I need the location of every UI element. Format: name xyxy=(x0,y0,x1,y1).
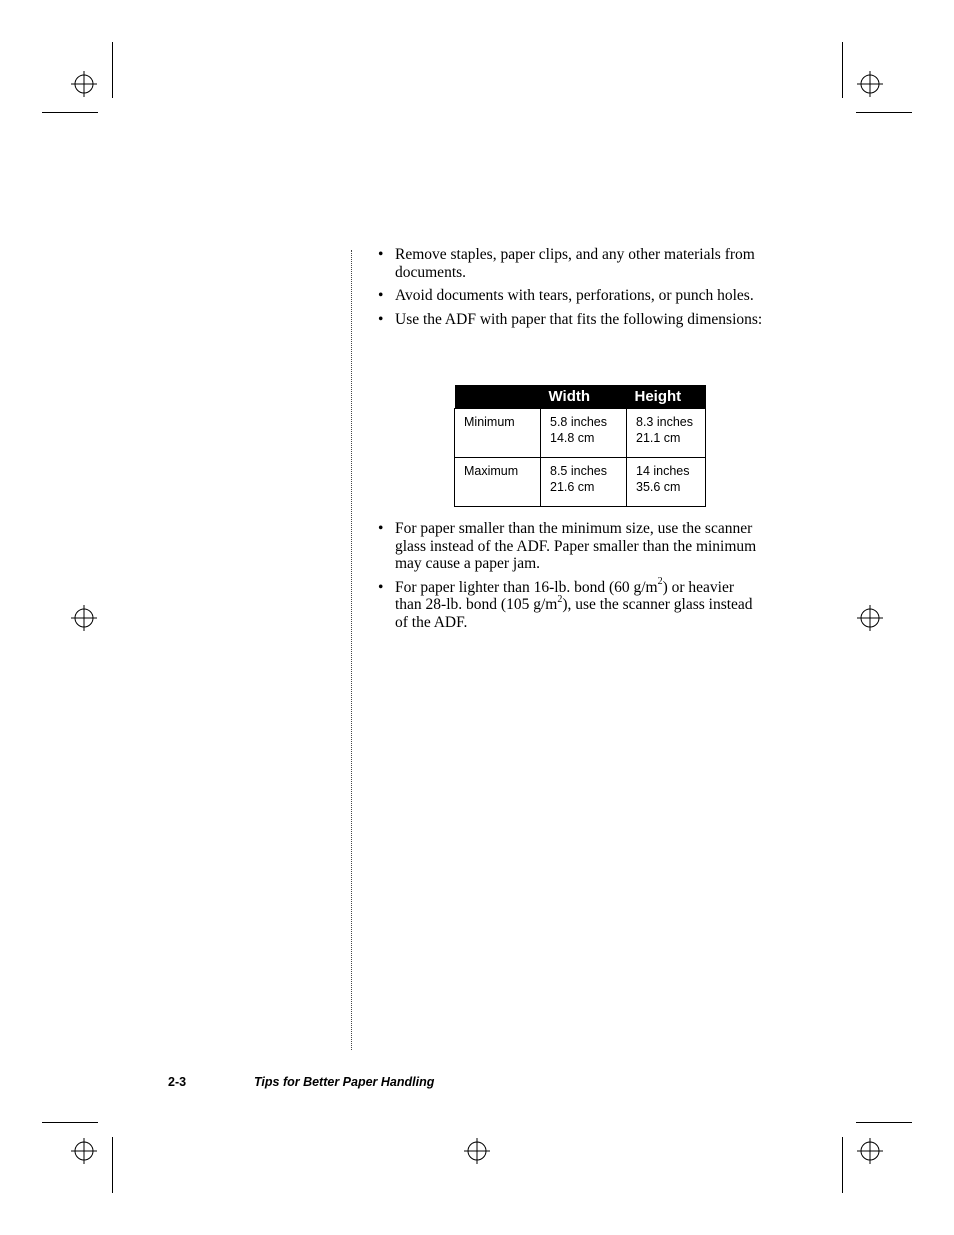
bullet-icon: • xyxy=(378,520,384,537)
table-header-cell: Width xyxy=(541,385,627,409)
table-cell: 14 inches 35.6 cm xyxy=(627,458,706,507)
table-header-row xyxy=(455,385,706,409)
crop-mark xyxy=(112,42,113,98)
crop-mark xyxy=(856,112,912,113)
table-header-cell: Height xyxy=(627,385,706,409)
page-number: 2-3 xyxy=(168,1075,187,1089)
crop-mark xyxy=(42,112,98,113)
crop-mark xyxy=(42,1122,98,1123)
list-item: • Remove staples, paper clips, and any other materials from documents. xyxy=(378,246,755,281)
list-item: • Use the ADF with paper that fits the following dimensions: xyxy=(378,310,763,328)
registration-target-icon xyxy=(857,605,883,631)
table-header-cell xyxy=(455,385,541,409)
margin-rule xyxy=(351,250,352,1050)
table-cell: 8.3 inches 21.1 cm xyxy=(627,409,706,458)
list-item: • For paper smaller than the minimum size, use the scanner glass instead of the ADF. Paper smaller than the minimum may cause a paper jam. xyxy=(378,520,757,572)
registration-target-icon xyxy=(71,71,97,97)
row-label: Minimum xyxy=(455,409,541,458)
body-text xyxy=(378,520,763,637)
bullet-icon: • xyxy=(378,578,384,596)
registration-target-icon xyxy=(857,1138,883,1164)
bullet-list-bottom xyxy=(378,520,763,631)
crop-mark xyxy=(856,1122,912,1123)
list-item: • For paper lighter than 16-lb. bond (60 $g/m^2$) or heavier than 28-lb. bond (105 $g/m^2$), use the scanner glass instead of the ADF. xyxy=(378,576,753,631)
crop-mark xyxy=(112,1137,113,1193)
bullet-list-top xyxy=(378,246,763,328)
list-item: • Avoid documents with tears, perforations, or punch holes. xyxy=(378,287,754,304)
registration-target-icon xyxy=(464,1138,490,1164)
registration-target-icon xyxy=(71,1138,97,1164)
table-cell: 5.8 inches 14.8 cm xyxy=(541,409,627,458)
bullet-icon: • xyxy=(378,310,384,328)
table-cell: 8.5 inches 21.6 cm xyxy=(541,458,627,507)
bullet-icon: • xyxy=(378,246,384,263)
body-text xyxy=(378,246,763,334)
table-row xyxy=(455,409,706,458)
table-row xyxy=(455,458,706,507)
running-footer-title: Tips for Better Paper Handling xyxy=(254,1075,435,1089)
dimensions-table xyxy=(454,385,706,507)
crop-mark xyxy=(842,1137,843,1193)
registration-target-icon xyxy=(857,71,883,97)
registration-target-icon xyxy=(71,605,97,631)
crop-mark xyxy=(842,42,843,98)
row-label: Maximum xyxy=(455,458,541,507)
bullet-icon: • xyxy=(378,287,384,304)
